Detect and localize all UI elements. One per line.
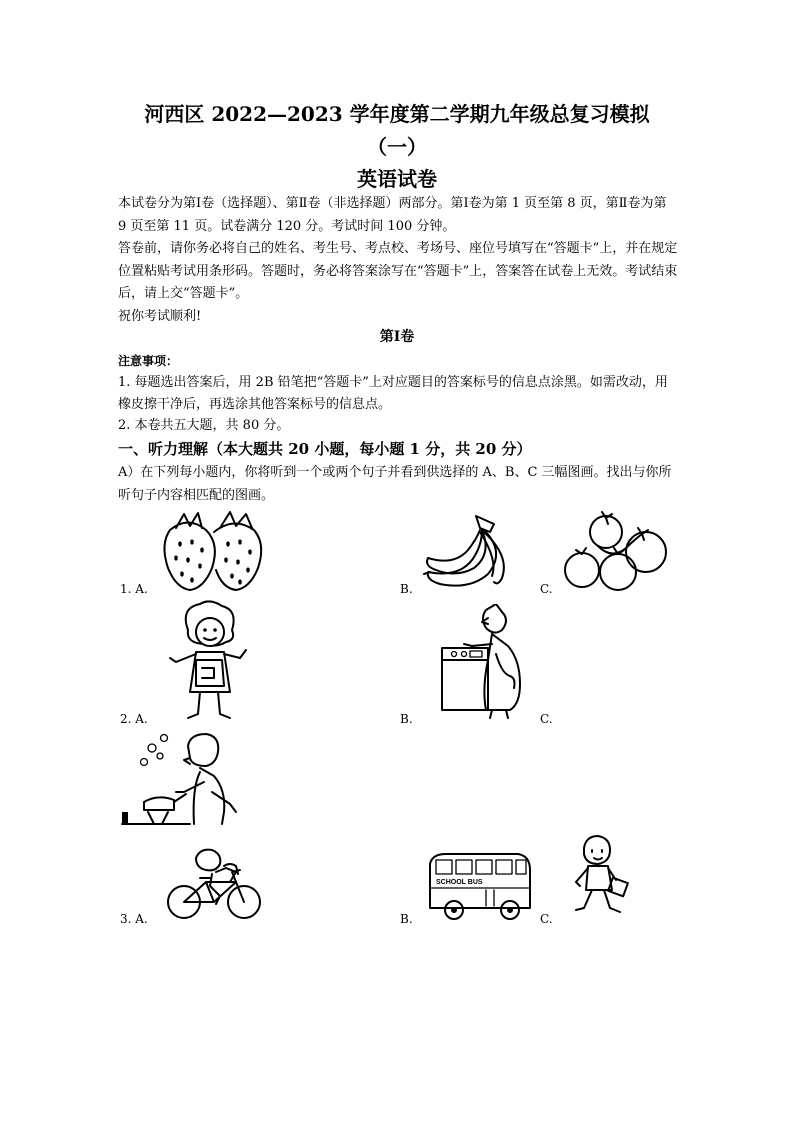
note-item: 1. 每题选出答案后，用 2B 铅笔把“答题卡”上对应题目的答案标号的信息点涂黑。如需改动，用橡皮擦干净后，再选涂其他答案标号的信息点。 bbox=[118, 375, 668, 412]
bus-sign-text: SCHOOL BUS bbox=[436, 879, 483, 886]
woman-washing-machine-image bbox=[436, 604, 532, 724]
boy-cycling-image bbox=[166, 846, 264, 926]
school-bus-image bbox=[424, 850, 534, 926]
volume-title: 第Ⅰ卷 bbox=[379, 329, 415, 345]
woman-cooking-image bbox=[118, 732, 244, 832]
intro-paragraph-structure: 本试卷分为第Ⅰ卷（选择题）、第Ⅱ卷（非选择题）两部分。第Ⅰ卷为第 1 页至第 8 页，第Ⅱ卷为第 9 页至第 11 页。试卷满分 120 分。考试时间 100 分钟。 bbox=[118, 196, 667, 234]
q1-option-a-label: 1. A. bbox=[120, 582, 148, 596]
section-instruction bbox=[118, 462, 678, 507]
q2-option-c-label: C. bbox=[540, 712, 553, 726]
exam-title: 河西区 2022—2023 学年度第二学期九年级总复习模拟 bbox=[144, 102, 650, 126]
q3-option-b-label: B. bbox=[400, 912, 413, 926]
q3-option-a-label: 3. A. bbox=[120, 912, 148, 926]
q2-option-b-label: B. bbox=[400, 712, 413, 726]
q1-option-b-label: B. bbox=[400, 582, 413, 596]
intro-paragraph-wish: 祝你考试顺利! bbox=[118, 308, 202, 324]
q3-option-c-label: C. bbox=[540, 912, 553, 926]
section-instruction-text: A）在下列每小题内，你将听到一个或两个句子并看到供选择的 A、B、C 三幅图画。找出与你所听句子内容相匹配的图画。 bbox=[118, 465, 672, 503]
bananas-image bbox=[418, 512, 518, 596]
exam-intro bbox=[118, 193, 678, 328]
woman-apron-image bbox=[166, 600, 254, 726]
q2-option-a-label: 2. A. bbox=[120, 712, 148, 726]
exam-subject: 英语试卷 bbox=[357, 167, 437, 191]
section-title: 一、听力理解（本大题共 20 小题，每小题 1 分，共 20 分） bbox=[118, 440, 532, 458]
intro-paragraph-instructions: 答卷前，请你务必将自己的姓名、考生号、考点校、考场号、座位号填写在“答题卡”上，并在规定位置粘贴考试用条形码。答题时，务必将答案涂写在“答题卡”上，答案答在试卷上无效。考试结束后，请上交“答题卡”。 bbox=[118, 241, 678, 301]
note-item: 2. 本卷共五大题，共 80 分。 bbox=[118, 418, 290, 433]
boy-walking-image bbox=[570, 834, 632, 924]
strawberries-image bbox=[158, 510, 268, 596]
notes-list bbox=[118, 372, 678, 437]
notes-heading: 注意事项： bbox=[118, 354, 179, 368]
q1-option-c-label: C. bbox=[540, 582, 553, 596]
exam-title-part: （一） bbox=[367, 135, 427, 159]
tomatoes-image bbox=[562, 510, 670, 598]
